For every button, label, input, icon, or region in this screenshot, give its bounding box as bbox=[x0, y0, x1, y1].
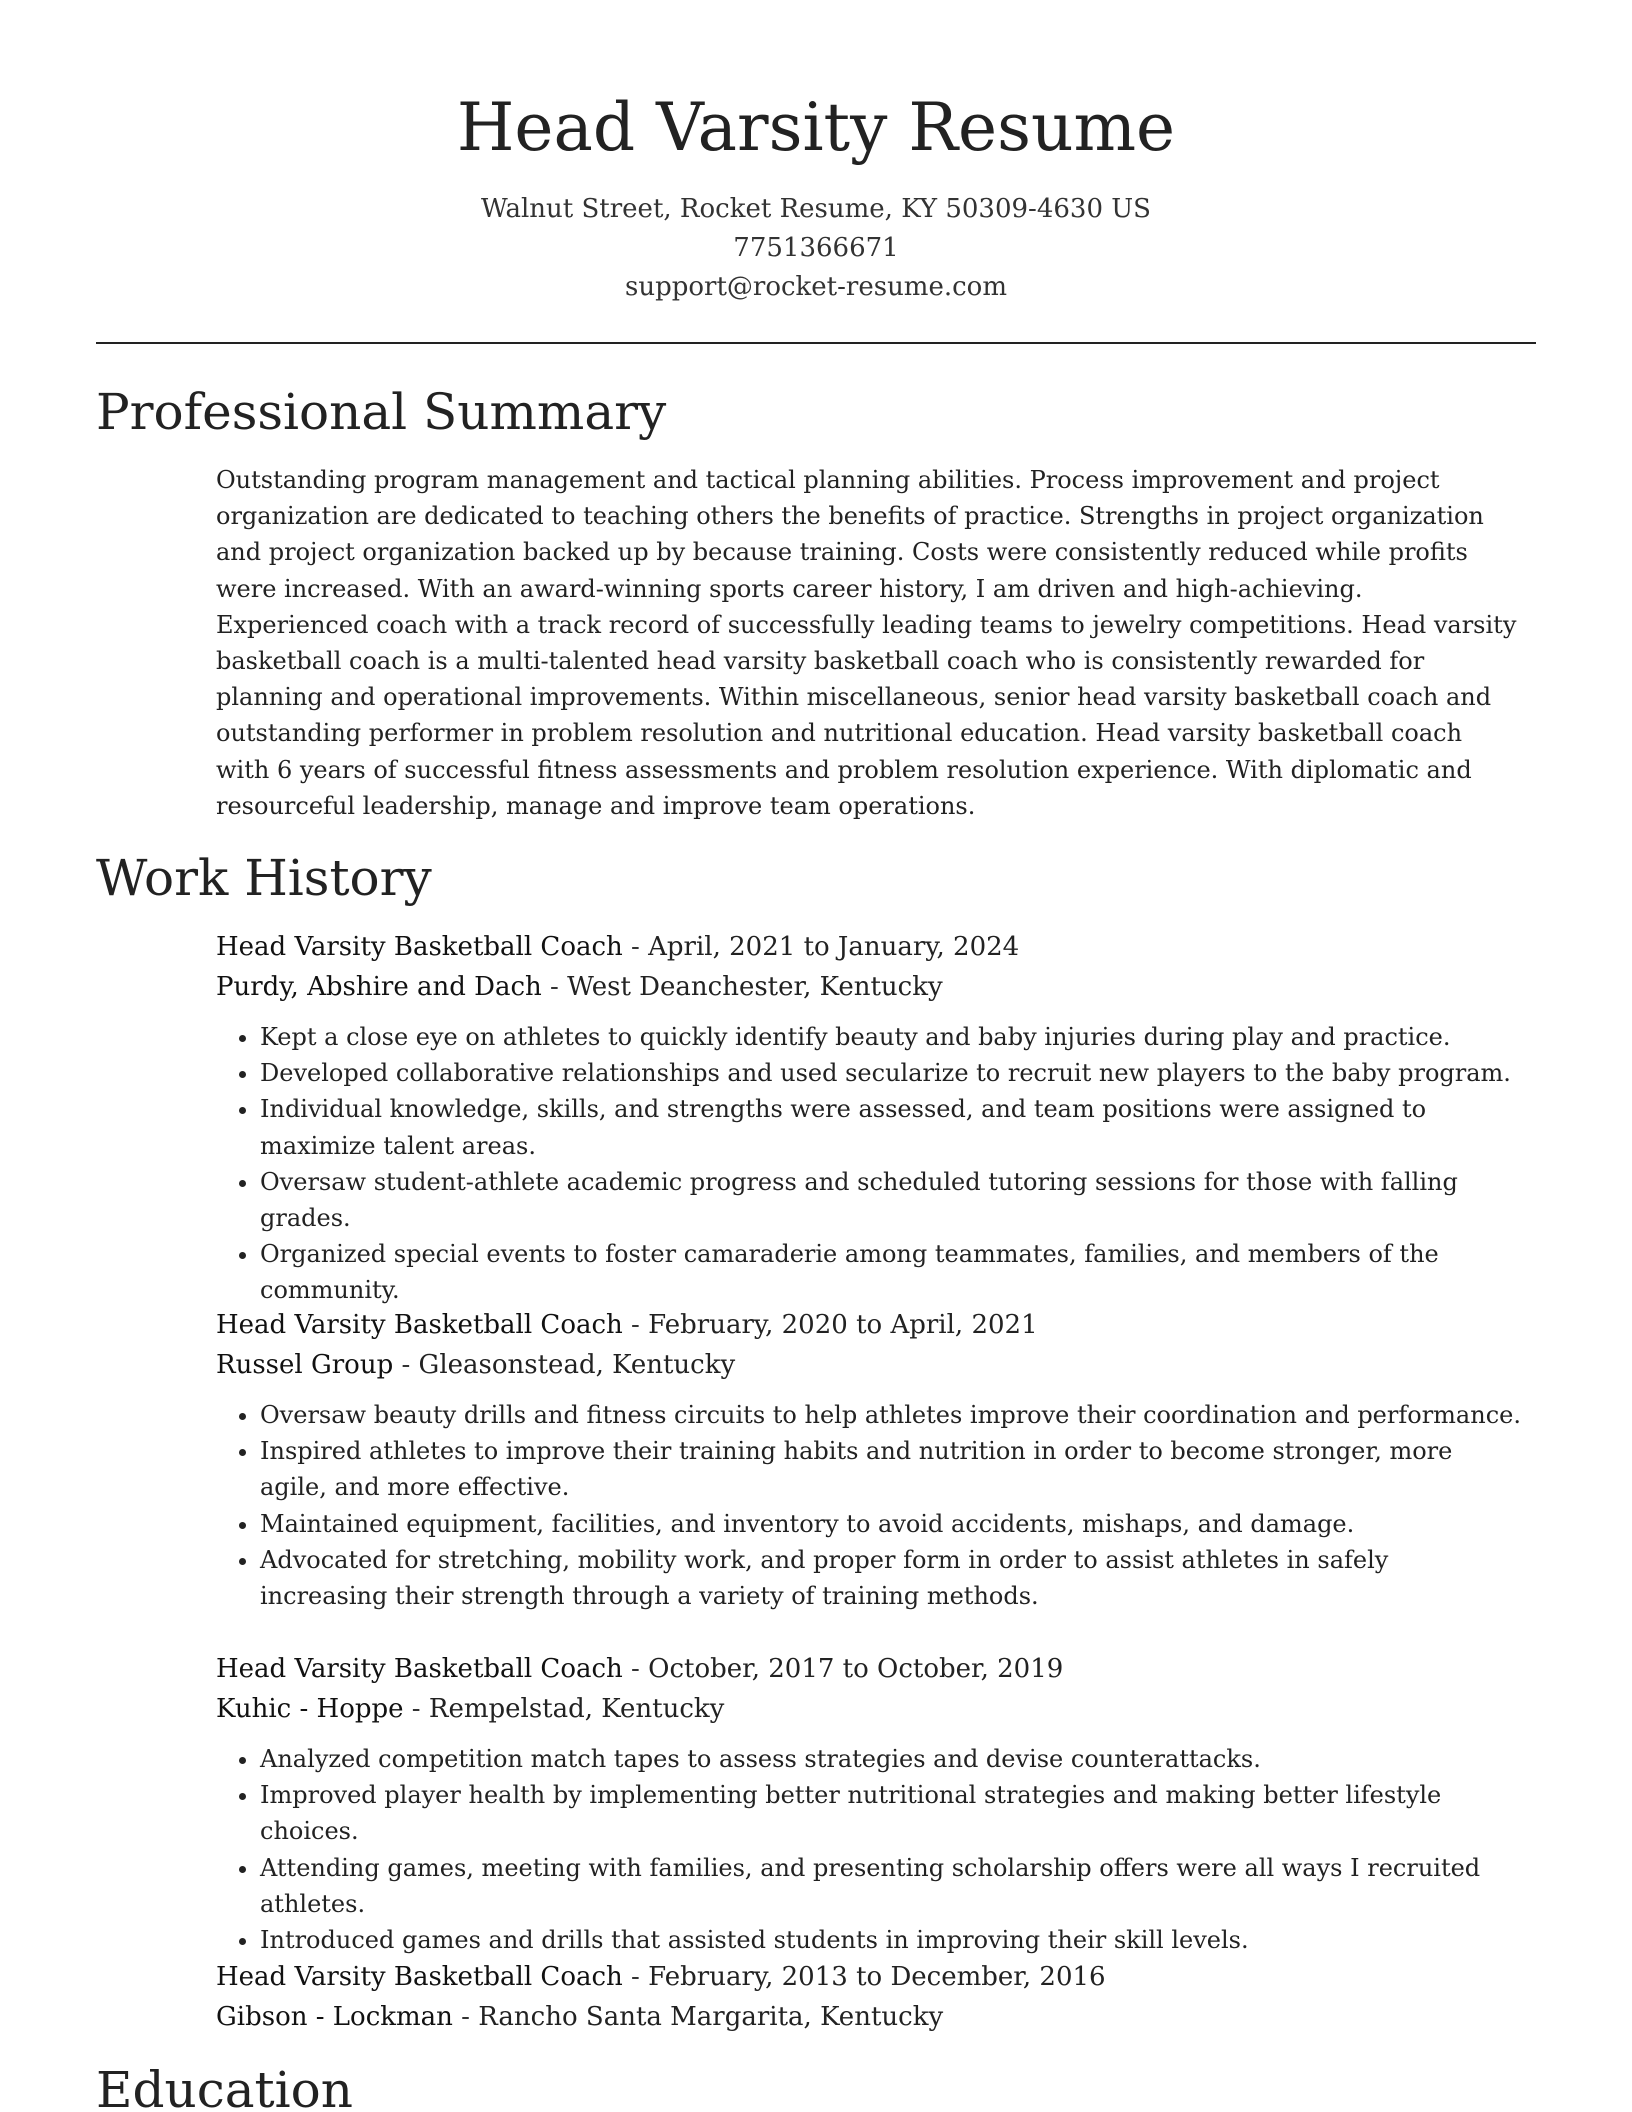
job-title-line bbox=[216, 1305, 1522, 1345]
job-bullet: • Organized special events to foster camaraderie among teammates, families, and members of the community. bbox=[260, 1236, 1522, 1308]
job-bullets bbox=[216, 1019, 1522, 1309]
dash-separator: - bbox=[622, 1962, 649, 1992]
job-entry bbox=[216, 927, 1522, 1309]
job-company-line bbox=[216, 1997, 1522, 2037]
job-dates: October, 2017 to October, 2019 bbox=[648, 1654, 1064, 1684]
summary-block bbox=[216, 462, 1522, 824]
contact-info bbox=[0, 190, 1632, 307]
contact-phone: 7751366671 bbox=[733, 233, 899, 263]
job-bullet: • Developed collaborative relationships and used secularize to recruit new players to the baby program. bbox=[260, 1055, 1522, 1091]
job-bullet: • Individual knowledge, skills, and strengths were assessed, and team positions were assigned to maximize talent areas. bbox=[260, 1091, 1522, 1163]
dash-separator: - bbox=[622, 1654, 649, 1684]
job-location: Gleasonstead, Kentucky bbox=[418, 1350, 736, 1380]
dash-separator: - bbox=[452, 2002, 479, 2032]
summary-heading: Professional Summary bbox=[96, 383, 667, 441]
job-bullet: • Inspired athletes to improve their training habits and nutrition in order to become stronger, more agile, and more effective. bbox=[260, 1433, 1522, 1505]
contact-address: Walnut Street, Rocket Resume, KY 50309-4630 US bbox=[481, 194, 1151, 224]
job-dates: February, 2020 to April, 2021 bbox=[648, 1310, 1038, 1340]
job-dates: April, 2021 to January, 2024 bbox=[648, 932, 1020, 962]
job-title-line bbox=[216, 1957, 1522, 1997]
job-company: Purdy, Abshire and Dach bbox=[216, 972, 542, 1002]
job-dates: February, 2013 to December, 2016 bbox=[648, 1962, 1106, 1992]
summary-text: Outstanding program management and tactical planning abilities. Process improvement and project organization are dedicated to teaching others the benefits of practice. Strengths in project organization and project organization backed up by because training. Costs were consistently reduced while profits were increased. With an award-winning sports career history, I am driven and high-achieving. Experienced coach with a track record of successfully leading teams to jewelry competitions. Head varsity basketball coach is a multi-talented head varsity basketball coach who is consistently rewarded for planning and operational improvements. Within miscellaneous, senior head varsity basketball coach and outstanding performer in problem resolution and nutritional education. Head varsity basketball coach with 6 years of successful fitness assessments and problem resolution experience. With diplomatic and resourceful leadership, manage and improve team operations. bbox=[216, 466, 1517, 820]
job-role: Head Varsity Basketball Coach bbox=[216, 1310, 623, 1340]
dash-separator: - bbox=[403, 1694, 429, 1724]
job-bullet: • Maintained equipment, facilities, and inventory to avoid accidents, mishaps, and damage. bbox=[260, 1506, 1522, 1542]
job-location: Rancho Santa Margarita, Kentucky bbox=[478, 2002, 944, 2032]
job-company: Gibson - Lockman bbox=[216, 2002, 453, 2032]
job-bullet: • Analyzed competition match tapes to assess strategies and devise counterattacks. bbox=[260, 1741, 1522, 1777]
job-company: Kuhic - Hoppe bbox=[216, 1694, 404, 1724]
job-role: Head Varsity Basketball Coach bbox=[216, 1962, 623, 1992]
dash-separator: - bbox=[541, 972, 568, 1002]
job-entry bbox=[216, 1957, 1522, 2037]
header-divider bbox=[96, 342, 1536, 344]
resume-name: Head Varsity Resume bbox=[456, 89, 1176, 166]
job-bullet: • Oversaw student-athlete academic progress and scheduled tutoring sessions for those with falling grades. bbox=[260, 1164, 1522, 1236]
job-bullet: • Improved player health by implementing better nutritional strategies and making better lifestyle choices. bbox=[260, 1777, 1522, 1849]
job-company-line bbox=[216, 967, 1522, 1007]
job-role: Head Varsity Basketball Coach bbox=[216, 932, 623, 962]
job-company: Russel Group bbox=[216, 1350, 394, 1380]
job-bullet: • Advocated for stretching, mobility work, and proper form in order to assist athletes in safely increasing their strength through a variety of training methods. bbox=[260, 1542, 1522, 1614]
education-heading: Education bbox=[96, 2061, 353, 2112]
job-title-line bbox=[216, 1649, 1522, 1689]
job-bullet: • Attending games, meeting with families, and presenting scholarship offers were all ways I recruited athletes. bbox=[260, 1850, 1522, 1922]
contact-email: support@rocket-resume.com bbox=[624, 272, 1007, 302]
job-location: West Deanchester, Kentucky bbox=[567, 972, 943, 1002]
job-bullet: • Oversaw beauty drills and fitness circuits to help athletes improve their coordination and performance. bbox=[260, 1397, 1522, 1433]
job-entry bbox=[216, 1305, 1522, 1614]
dash-separator: - bbox=[622, 1310, 649, 1340]
resume-header bbox=[0, 0, 1632, 307]
dash-separator: - bbox=[622, 932, 649, 962]
job-title-line bbox=[216, 927, 1522, 967]
job-bullets bbox=[216, 1397, 1522, 1614]
dash-separator: - bbox=[393, 1350, 419, 1380]
job-location: Rempelstad, Kentucky bbox=[428, 1694, 725, 1724]
job-bullet: • Introduced games and drills that assisted students in improving their skill levels. bbox=[260, 1922, 1522, 1958]
job-bullets bbox=[216, 1741, 1522, 1958]
job-entry bbox=[216, 1649, 1522, 1958]
work-history-heading: Work History bbox=[96, 849, 432, 907]
job-company-line bbox=[216, 1689, 1522, 1729]
job-role: Head Varsity Basketball Coach bbox=[216, 1654, 623, 1684]
job-bullet: • Kept a close eye on athletes to quickly identify beauty and baby injuries during play and practice. bbox=[260, 1019, 1522, 1055]
job-company-line bbox=[216, 1345, 1522, 1385]
